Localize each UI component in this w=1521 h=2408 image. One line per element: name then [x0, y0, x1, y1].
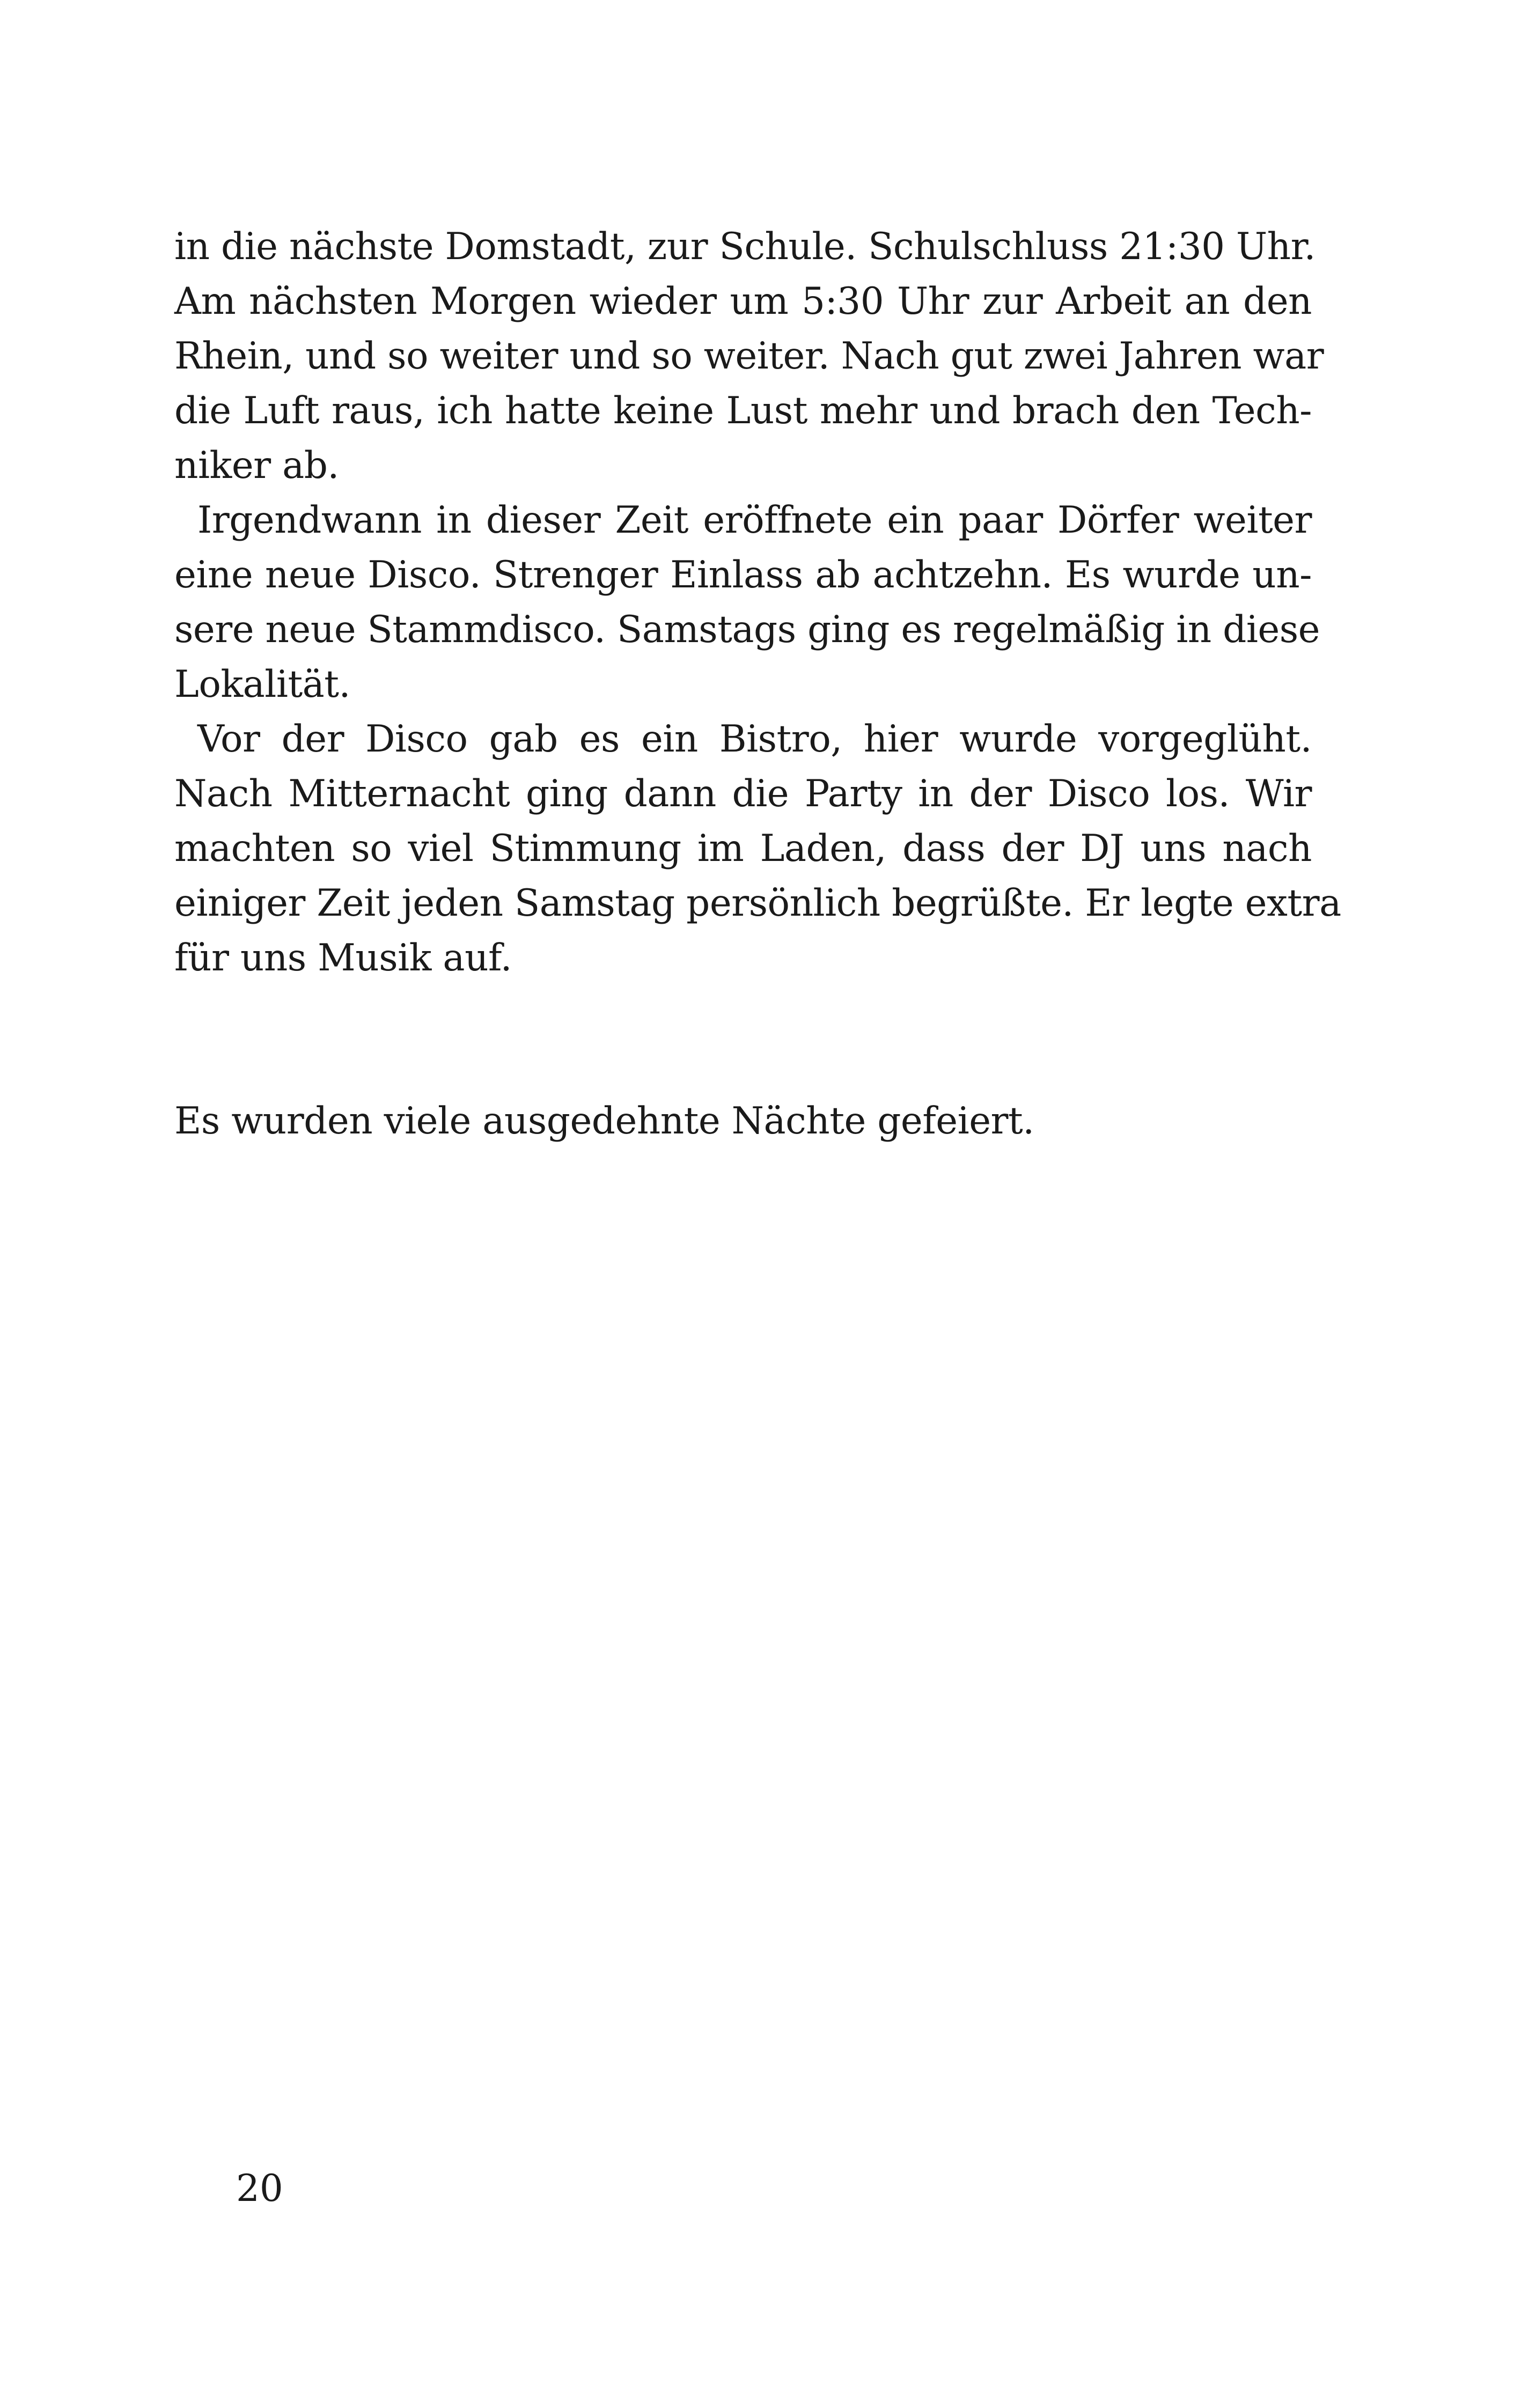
- text-line: Am nächsten Morgen wieder um 5:30 Uhr zur Arbeit an den: [174, 280, 1312, 323]
- text-line: Vor der Disco gab es ein Bistro, hier wurde vorgeglüht.: [197, 718, 1312, 761]
- text-line: einiger Zeit jeden Samstag persönlich begrüßte. Er legte extra: [174, 882, 1341, 925]
- text-line: Irgendwann in dieser Zeit eröffnete ein paar Dörfer weiter: [197, 499, 1312, 542]
- text-line: Rhein, und so weiter und so weiter. Nach gut zwei Jahren war: [174, 335, 1324, 378]
- text-line: machten so viel Stimmung im Laden, dass der DJ uns nach: [174, 827, 1312, 870]
- text-line: in die nächste Domstadt, zur Schule. Schulschluss 21:30 Uhr.: [174, 225, 1316, 268]
- text-line: für uns Musik auf.: [174, 937, 512, 980]
- text-line: Es wurden viele ausgedehnte Nächte gefeiert.: [174, 1100, 1034, 1143]
- text-line: niker ab.: [174, 444, 339, 487]
- text-line: Nach Mitternacht ging dann die Party in der Disco los. Wir: [174, 772, 1312, 815]
- text-line: eine neue Disco. Strenger Einlass ab achtzehn. Es wurde un-: [174, 554, 1312, 597]
- text-line: Lokalität.: [174, 663, 350, 706]
- text-line: die Luft raus, ich hatte keine Lust mehr und brach den Tech-: [174, 389, 1312, 432]
- text-line: sere neue Stammdisco. Samstags ging es regelmäßig in diese: [174, 608, 1320, 651]
- page-number: 20: [236, 2167, 283, 2210]
